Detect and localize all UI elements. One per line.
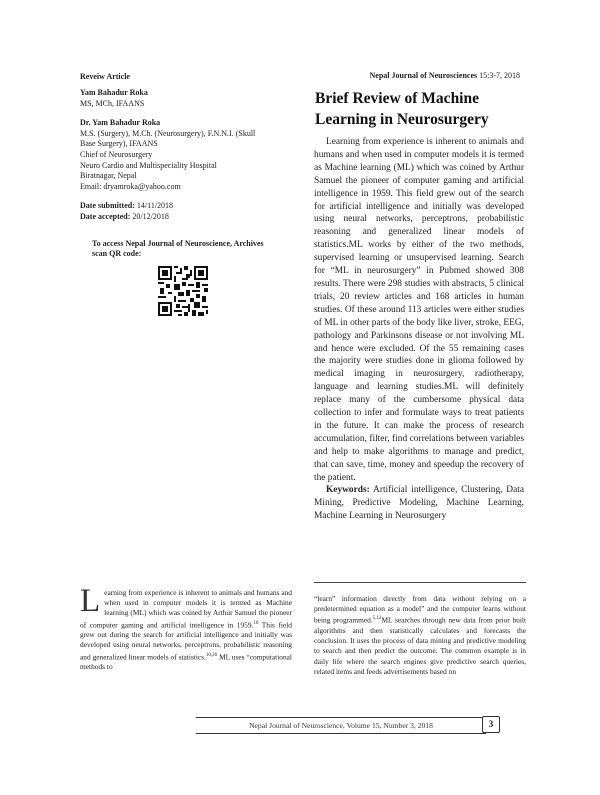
qr-code-icon[interactable]: [158, 266, 208, 316]
page-footer: Nepal Journal of Neuroscience, Volume 15, Number 3, 2018: [196, 717, 486, 734]
keywords: [314, 484, 524, 523]
author-info-column: [80, 88, 292, 319]
body-column-right: [314, 594, 526, 677]
author2-line: Biratnagar, Nepal: [80, 171, 137, 181]
title-line2: Learning in Neurosurgery: [315, 111, 489, 128]
author2-line: Neuro Cardio and Multispeciality Hospital: [80, 160, 217, 170]
body-left-text-b: This field grew out during the search for artificial intelligence and initially was developed using neural networks, perceptrons, probabilistic reasoning and generalized linear models of statistics.: [80, 620, 292, 662]
author1-degrees: MS, MCh, IFAANS: [80, 98, 145, 108]
citation-ref: 5,12: [372, 616, 382, 622]
divider: [314, 582, 526, 583]
journal-header: [369, 71, 520, 80]
journal-name: Nepal Journal of Neurosciences: [369, 71, 478, 80]
author2-name: Dr. Yam Bahadur Roka: [80, 118, 161, 128]
qr-caption-line2: scan QR code:: [92, 249, 142, 259]
qr-caption: [80, 239, 292, 260]
journal-ref: 15:3-7, 2018: [479, 71, 520, 80]
body-column-left: [80, 583, 292, 673]
abstract: [314, 136, 524, 523]
article-title: [315, 88, 525, 130]
keywords-text: Artificial intelligence, Clustering, Data Mining, Predictive Modeling, Machine Learning, Machine Learning in Neurosurgery: [314, 485, 524, 522]
dropcap: L: [80, 583, 101, 619]
citation-ref: 10,26: [205, 652, 218, 658]
qr-caption-line1: To access Nepal Journal of Neuroscience, Archives: [92, 238, 264, 248]
body-right-text-a: “learn” information directly from data without relying on a predetermined equation as a model” and the computer learns without being programmed.: [314, 594, 526, 625]
page-number: 3: [482, 716, 500, 733]
date-submitted-value: 14/11/2018: [136, 201, 174, 211]
author2-line: M.S. (Surgery), M.Ch. (Neurosurgery), F.N.N.I. (Skull: [80, 128, 256, 138]
author2-line: Chief of Neurosurgery: [80, 149, 153, 159]
title-line1: Brief Review of Machine: [315, 90, 479, 107]
author2-line: Base Surgery), IFAANS: [80, 139, 158, 149]
article-type: Reveiw Article: [80, 72, 130, 81]
author2-email[interactable]: Email: dryamroka@yahoo.com: [80, 181, 181, 191]
body-left-text-c: ML uses “computational methods to: [80, 652, 292, 672]
date-accepted-label: Date accepted:: [80, 211, 131, 221]
author1-name: Yam Bahadur Roka: [80, 88, 148, 97]
date-submitted: [80, 201, 292, 212]
keywords-label: Keywords:: [326, 485, 370, 496]
date-accepted-value: 20/12/2018: [132, 211, 169, 221]
date-submitted-label: Date submitted:: [80, 201, 135, 211]
body-left-text-a: earning from experience is inherent to animals and humans and when used in computer models it is termed as Machine learning (ML) which was coined by Arthur Samuel the pioneer of computer gaming and artificial intelligence in 1959.: [80, 588, 292, 630]
citation-ref: 10: [253, 620, 259, 626]
abstract-text: Learning from experience is inherent to animals and humans and when used in computer models it is termed as Machine learning (ML) which was coined by Arthur Samuel the pioneer of computer gaming and artificial intelligence in 1959. This field grew out of the search for artificial intelligence and initially was developed using neural networks, perceptrons, probabilistic reasoning and generalized linear models of statistics.ML works by either of the two methods, supervised learning or unsupervised learning. Search for “ML in neurosurgery” in Pubmed showed 308 results. There were 298 studies with abstracts, 5 clinical trials, 20 review articles and 168 articles in human studies. Of these around 113 articles were either studies of ML in other parts of the body like liver, stroke, EEG, pathology and Parkinsons disease or not involving ML and hence were excluded. Of the 55 remaining cases the majority were studies done in glioma followed by medical imaging in neurosurgery, radiotherapy, language and learning studies.ML will definitely replace many of the cumbersome physical data collection to infer and formulate ways to treat patients in the future. It can make the process of research accumulation, filter, find correlations between variables and help to make algorithms to manage and predict, that can save, time, money and speedup the recovery of the patient.: [314, 137, 524, 483]
body-right-text-b: ML searches through new data from prior built algorithms and then statistically calculates and forecasts the conclusion. It uses the process of data mining and predictive modeling to search and then predict the outcome. The common example is in daily life where the search engines give predictive search queries, related items and feeds advertisements based on: [314, 615, 526, 676]
date-accepted: [80, 212, 292, 223]
